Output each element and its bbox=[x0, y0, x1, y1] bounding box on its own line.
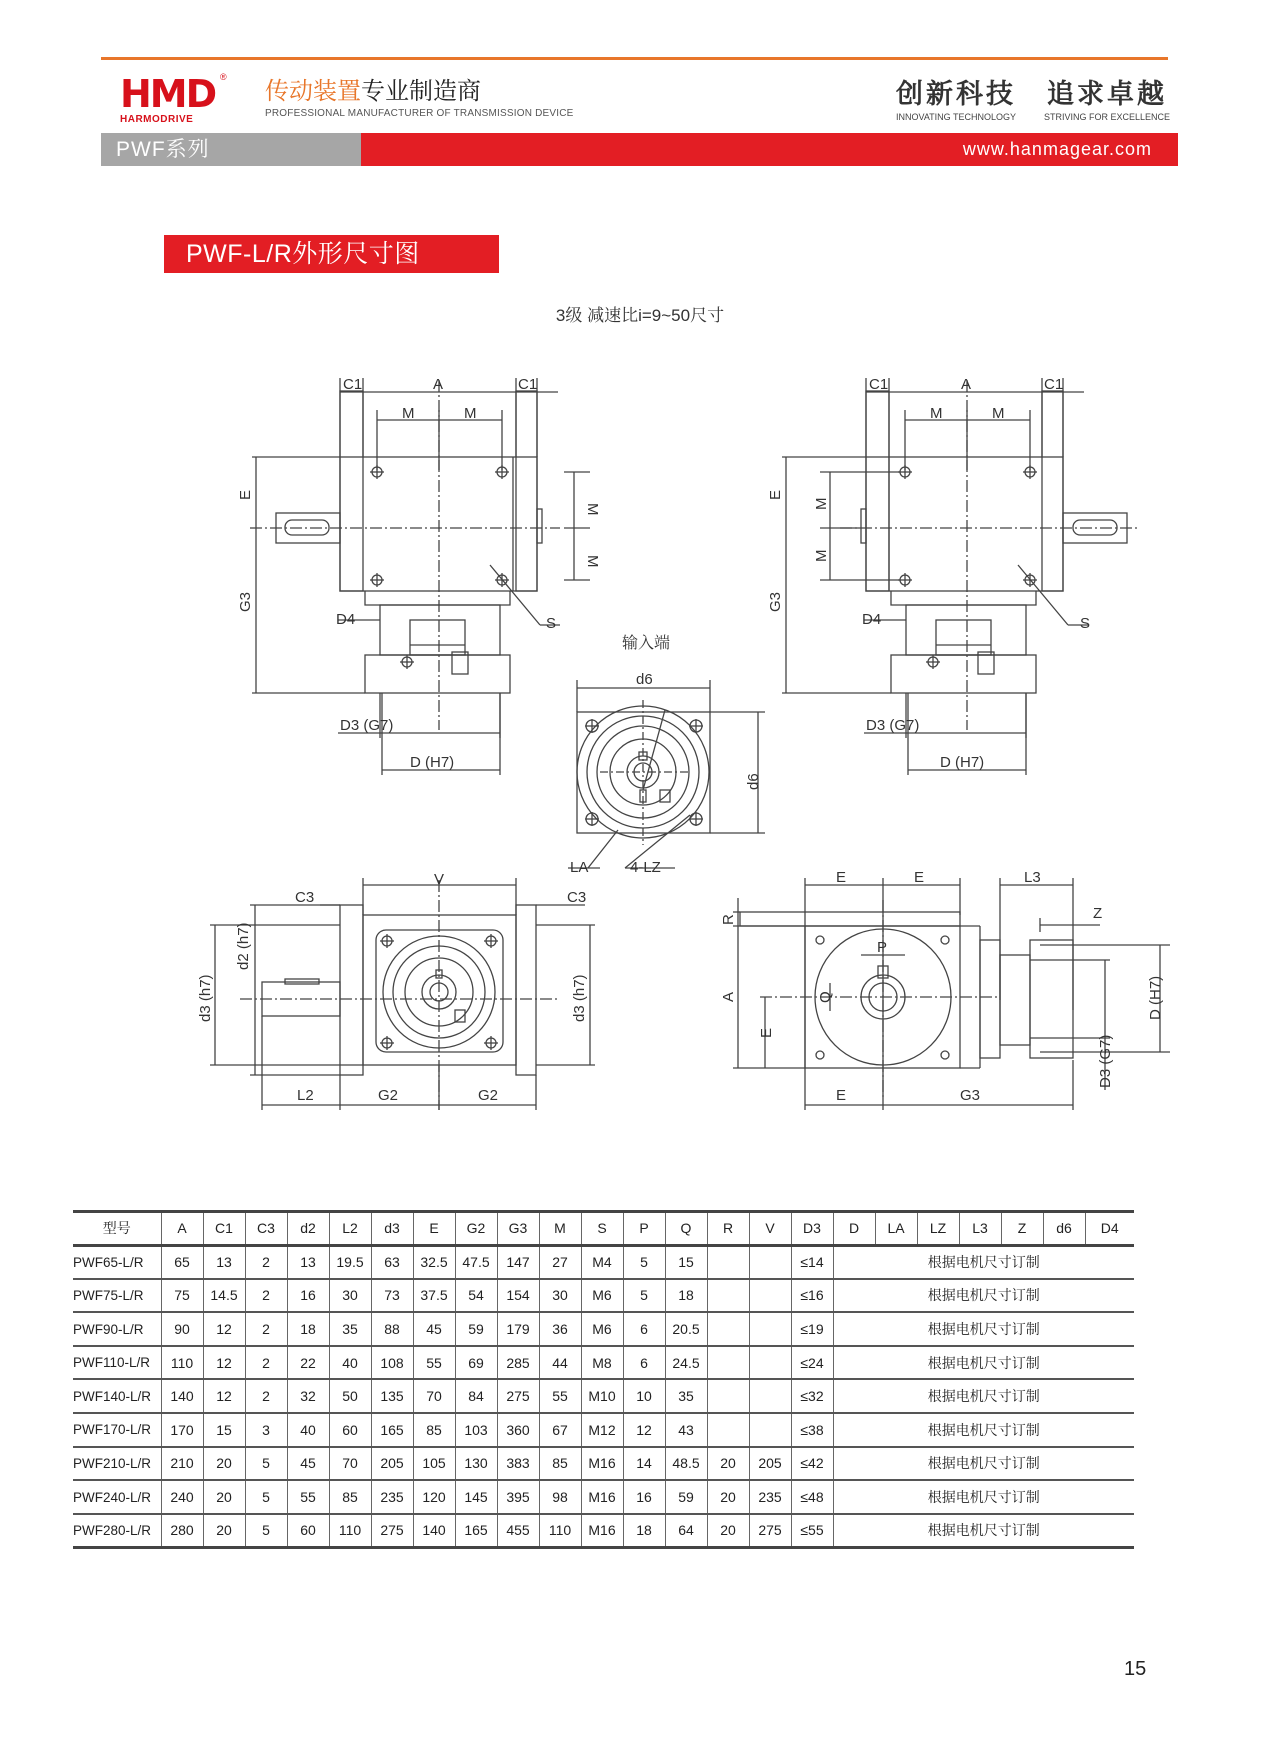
label-g3: G3 bbox=[767, 591, 784, 612]
front-view-right bbox=[782, 378, 1140, 775]
value-cell bbox=[749, 1379, 791, 1413]
website-link[interactable]: www.hanmagear.com bbox=[962, 139, 1152, 159]
value-cell: 35 bbox=[665, 1379, 707, 1413]
value-cell: M6 bbox=[581, 1312, 623, 1346]
col-header: D bbox=[833, 1212, 875, 1246]
value-cell: 85 bbox=[329, 1480, 371, 1514]
value-cell: 140 bbox=[413, 1514, 455, 1548]
value-cell: ≤55 bbox=[791, 1514, 833, 1548]
label-lz: 4-LZ bbox=[630, 859, 661, 876]
label-e: E bbox=[758, 1027, 775, 1038]
label-e: E bbox=[914, 869, 925, 886]
value-cell: 165 bbox=[455, 1514, 497, 1548]
value-cell: 70 bbox=[329, 1447, 371, 1481]
label-d-h7-vertical: D (H7) bbox=[1147, 975, 1164, 1020]
value-cell: M4 bbox=[581, 1245, 623, 1279]
value-cell: ≤19 bbox=[791, 1312, 833, 1346]
value-cell: 20.5 bbox=[665, 1312, 707, 1346]
value-cell: 85 bbox=[539, 1447, 581, 1481]
col-header: L2 bbox=[329, 1212, 371, 1246]
model-cell: PWF170-L/R bbox=[73, 1422, 152, 1438]
value-cell: 135 bbox=[371, 1379, 413, 1413]
value-cell bbox=[707, 1312, 749, 1346]
value-cell: ≤14 bbox=[791, 1245, 833, 1279]
label-d4: D4 bbox=[336, 611, 356, 628]
value-cell: 69 bbox=[455, 1346, 497, 1380]
col-header: d6 bbox=[1043, 1212, 1085, 1246]
value-cell: 65 bbox=[161, 1245, 203, 1279]
value-cell: 2 bbox=[245, 1379, 287, 1413]
label-g3: G3 bbox=[960, 1087, 981, 1104]
value-cell bbox=[707, 1379, 749, 1413]
slogan2-en: STRIVING FOR EXCELLENCE bbox=[1044, 112, 1171, 122]
col-header: LZ bbox=[917, 1212, 959, 1246]
custom-note-cell: 根据电机尺寸订制 bbox=[833, 1279, 1134, 1313]
label-d6: d6 bbox=[636, 671, 653, 688]
value-cell: 63 bbox=[371, 1245, 413, 1279]
value-cell: 110 bbox=[329, 1514, 371, 1548]
value-cell bbox=[749, 1279, 791, 1313]
value-cell: 35 bbox=[329, 1312, 371, 1346]
value-cell: 43 bbox=[665, 1413, 707, 1447]
value-cell: ≤24 bbox=[791, 1346, 833, 1380]
label-c3: C3 bbox=[295, 889, 315, 906]
input-end-view bbox=[568, 680, 765, 868]
model-cell: PWF240-L/R bbox=[73, 1489, 152, 1505]
value-cell: 2 bbox=[245, 1279, 287, 1313]
value-cell: 67 bbox=[539, 1413, 581, 1447]
value-cell bbox=[749, 1346, 791, 1380]
label-d3-g7: D3 (G7) bbox=[866, 717, 920, 734]
value-cell: M10 bbox=[581, 1379, 623, 1413]
value-cell: 24.5 bbox=[665, 1346, 707, 1380]
label-c1: C1 bbox=[518, 376, 538, 393]
value-cell: 47.5 bbox=[455, 1245, 497, 1279]
value-cell: 36 bbox=[539, 1312, 581, 1346]
value-cell bbox=[707, 1279, 749, 1313]
value-cell bbox=[707, 1346, 749, 1380]
label-d4: D4 bbox=[862, 611, 882, 628]
value-cell: 48.5 bbox=[665, 1447, 707, 1481]
label-s: S bbox=[546, 615, 557, 632]
value-cell: 13 bbox=[203, 1245, 245, 1279]
value-cell: 360 bbox=[497, 1413, 539, 1447]
table-row bbox=[73, 1346, 1134, 1380]
label-m: M bbox=[813, 497, 830, 510]
value-cell: 14 bbox=[623, 1447, 665, 1481]
value-cell: 12 bbox=[203, 1312, 245, 1346]
value-cell: 147 bbox=[497, 1245, 539, 1279]
value-cell: 170 bbox=[161, 1413, 203, 1447]
value-cell: 15 bbox=[665, 1245, 707, 1279]
label-a: A bbox=[433, 376, 444, 393]
value-cell: 179 bbox=[497, 1312, 539, 1346]
value-cell: 32.5 bbox=[413, 1245, 455, 1279]
col-header: C1 bbox=[203, 1212, 245, 1246]
logo-mark: HMD bbox=[120, 72, 216, 116]
value-cell: 145 bbox=[455, 1480, 497, 1514]
value-cell: 235 bbox=[749, 1480, 791, 1514]
col-header: P bbox=[623, 1212, 665, 1246]
label-a: A bbox=[720, 991, 737, 1002]
custom-note-cell: 根据电机尺寸订制 bbox=[833, 1447, 1134, 1481]
value-cell bbox=[707, 1245, 749, 1279]
value-cell: 27 bbox=[539, 1245, 581, 1279]
label-m: M bbox=[584, 503, 601, 516]
label-m: M bbox=[992, 405, 1005, 422]
label-g2: G2 bbox=[478, 1087, 499, 1104]
value-cell: ≤42 bbox=[791, 1447, 833, 1481]
top-view bbox=[210, 878, 595, 1110]
value-cell: 105 bbox=[413, 1447, 455, 1481]
table-row bbox=[73, 1413, 1134, 1447]
value-cell: 205 bbox=[371, 1447, 413, 1481]
label-z: Z bbox=[1093, 905, 1103, 922]
value-cell: 5 bbox=[623, 1245, 665, 1279]
label-input-end: 输入端 bbox=[622, 635, 671, 652]
value-cell: ≤16 bbox=[791, 1279, 833, 1313]
value-cell: 20 bbox=[707, 1480, 749, 1514]
model-cell: PWF140-L/R bbox=[73, 1388, 152, 1404]
model-cell: PWF110-L/R bbox=[73, 1355, 151, 1371]
value-cell: 285 bbox=[497, 1346, 539, 1380]
label-c1: C1 bbox=[1044, 376, 1064, 393]
value-cell: 10 bbox=[623, 1379, 665, 1413]
value-cell: 20 bbox=[203, 1447, 245, 1481]
value-cell: 15 bbox=[203, 1413, 245, 1447]
dimension-table bbox=[73, 1210, 1134, 1549]
label-d3-g7: D3 (G7) bbox=[340, 717, 394, 734]
value-cell: 103 bbox=[455, 1413, 497, 1447]
series-label: PWF系列 bbox=[116, 138, 210, 161]
label-q: Q bbox=[817, 991, 834, 1003]
table-row bbox=[73, 1379, 1134, 1413]
value-cell: 140 bbox=[161, 1379, 203, 1413]
label-c1: C1 bbox=[343, 376, 363, 393]
value-cell: 90 bbox=[161, 1312, 203, 1346]
value-cell bbox=[749, 1245, 791, 1279]
label-e: E bbox=[767, 489, 784, 500]
table-row bbox=[73, 1279, 1134, 1313]
value-cell: 54 bbox=[455, 1279, 497, 1313]
table-row bbox=[73, 1514, 1134, 1548]
label-m: M bbox=[813, 549, 830, 562]
tagline-cn: 专业制造商 bbox=[361, 78, 481, 105]
value-cell: 275 bbox=[749, 1514, 791, 1548]
value-cell: 60 bbox=[329, 1413, 371, 1447]
value-cell: 32 bbox=[287, 1379, 329, 1413]
slogan1-en: INNOVATING TECHNOLOGY bbox=[896, 112, 1017, 122]
label-e: E bbox=[836, 869, 847, 886]
label-e: E bbox=[237, 489, 254, 500]
value-cell: 12 bbox=[203, 1379, 245, 1413]
registered-mark: ® bbox=[220, 72, 227, 82]
slogan2-cn: 追求卓越 bbox=[1047, 79, 1168, 110]
custom-note-cell: 根据电机尺寸订制 bbox=[833, 1514, 1134, 1548]
label-e: E bbox=[836, 1087, 847, 1104]
value-cell: 108 bbox=[371, 1346, 413, 1380]
label-p: P bbox=[877, 939, 888, 956]
custom-note-cell: 根据电机尺寸订制 bbox=[833, 1480, 1134, 1514]
value-cell: 2 bbox=[245, 1346, 287, 1380]
value-cell: 45 bbox=[413, 1312, 455, 1346]
value-cell: 75 bbox=[161, 1279, 203, 1313]
col-header: E bbox=[413, 1212, 455, 1246]
value-cell: 59 bbox=[665, 1480, 707, 1514]
tagline-accent: 传动装置 bbox=[265, 78, 361, 105]
value-cell: 18 bbox=[623, 1514, 665, 1548]
custom-note-cell: 根据电机尺寸订制 bbox=[833, 1379, 1134, 1413]
col-header: d2 bbox=[287, 1212, 329, 1246]
value-cell: 12 bbox=[623, 1413, 665, 1447]
value-cell: 20 bbox=[203, 1514, 245, 1548]
col-header: R bbox=[707, 1212, 749, 1246]
value-cell: M12 bbox=[581, 1413, 623, 1447]
value-cell: 16 bbox=[287, 1279, 329, 1313]
custom-note-cell: 根据电机尺寸订制 bbox=[833, 1346, 1134, 1380]
value-cell: 22 bbox=[287, 1346, 329, 1380]
value-cell: 5 bbox=[245, 1514, 287, 1548]
value-cell: 2 bbox=[245, 1245, 287, 1279]
label-l2: L2 bbox=[297, 1087, 314, 1104]
value-cell: 55 bbox=[287, 1480, 329, 1514]
value-cell: 110 bbox=[539, 1514, 581, 1548]
value-cell: 16 bbox=[623, 1480, 665, 1514]
value-cell bbox=[707, 1413, 749, 1447]
custom-note-cell: 根据电机尺寸订制 bbox=[833, 1245, 1134, 1279]
value-cell: 60 bbox=[287, 1514, 329, 1548]
value-cell: 120 bbox=[413, 1480, 455, 1514]
col-header: S bbox=[581, 1212, 623, 1246]
value-cell: 395 bbox=[497, 1480, 539, 1514]
value-cell: M8 bbox=[581, 1346, 623, 1380]
value-cell: 19.5 bbox=[329, 1245, 371, 1279]
value-cell: 20 bbox=[203, 1480, 245, 1514]
value-cell: ≤48 bbox=[791, 1480, 833, 1514]
label-a: A bbox=[961, 376, 972, 393]
value-cell bbox=[749, 1312, 791, 1346]
value-cell: 50 bbox=[329, 1379, 371, 1413]
value-cell: 275 bbox=[371, 1514, 413, 1548]
label-m: M bbox=[464, 405, 477, 422]
value-cell: 154 bbox=[497, 1279, 539, 1313]
value-cell: 30 bbox=[329, 1279, 371, 1313]
value-cell: 30 bbox=[539, 1279, 581, 1313]
col-header: M bbox=[539, 1212, 581, 1246]
label-r: R bbox=[720, 914, 737, 925]
col-header: G3 bbox=[497, 1212, 539, 1246]
model-cell: PWF75-L/R bbox=[73, 1287, 144, 1303]
value-cell: 40 bbox=[329, 1346, 371, 1380]
front-view-left bbox=[250, 378, 590, 775]
page-number: 15 bbox=[1124, 1658, 1147, 1680]
table-body bbox=[73, 1245, 1134, 1547]
value-cell bbox=[749, 1413, 791, 1447]
label-d6: d6 bbox=[745, 773, 762, 790]
label-d3-h7: d3 (h7) bbox=[571, 974, 588, 1022]
value-cell: 205 bbox=[749, 1447, 791, 1481]
section-title: PWF-L/R外形尺寸图 bbox=[164, 235, 499, 273]
value-cell: M16 bbox=[581, 1514, 623, 1548]
value-cell: 2 bbox=[245, 1312, 287, 1346]
value-cell: 70 bbox=[413, 1379, 455, 1413]
tagline-en: PROFESSIONAL MANUFACTURER OF TRANSMISSION DEVICE bbox=[265, 108, 574, 119]
value-cell: 240 bbox=[161, 1480, 203, 1514]
value-cell: 6 bbox=[623, 1312, 665, 1346]
value-cell: 3 bbox=[245, 1413, 287, 1447]
value-cell: 130 bbox=[455, 1447, 497, 1481]
drawing-subtitle: 3级 减速比i=9~50尺寸 bbox=[555, 306, 725, 325]
label-m: M bbox=[930, 405, 943, 422]
col-header: V bbox=[749, 1212, 791, 1246]
value-cell: 20 bbox=[707, 1514, 749, 1548]
label-g2: G2 bbox=[378, 1087, 399, 1104]
col-header: d3 bbox=[371, 1212, 413, 1246]
col-header: LA bbox=[875, 1212, 917, 1246]
col-header: G2 bbox=[455, 1212, 497, 1246]
value-cell: 12 bbox=[203, 1346, 245, 1380]
model-cell: PWF90-L/R bbox=[73, 1321, 144, 1337]
label-d3-g7-vertical: D3 (G7) bbox=[1097, 1034, 1114, 1088]
value-cell: M6 bbox=[581, 1279, 623, 1313]
value-cell: 280 bbox=[161, 1514, 203, 1548]
value-cell: 98 bbox=[539, 1480, 581, 1514]
label-l3: L3 bbox=[1024, 869, 1041, 886]
col-header: A bbox=[161, 1212, 203, 1246]
custom-note-cell: 根据电机尺寸订制 bbox=[833, 1413, 1134, 1447]
table-row bbox=[73, 1447, 1134, 1481]
col-header: D4 bbox=[1085, 1212, 1134, 1246]
value-cell: 44 bbox=[539, 1346, 581, 1380]
label-la: LA bbox=[570, 859, 589, 876]
label-s: S bbox=[1080, 615, 1091, 632]
custom-note-cell: 根据电机尺寸订制 bbox=[833, 1312, 1134, 1346]
value-cell: 14.5 bbox=[203, 1279, 245, 1313]
value-cell: 55 bbox=[413, 1346, 455, 1380]
col-header: C3 bbox=[245, 1212, 287, 1246]
label-m: M bbox=[584, 555, 601, 568]
table-header-row bbox=[73, 1212, 1134, 1246]
value-cell: M16 bbox=[581, 1480, 623, 1514]
model-cell: PWF65-L/R bbox=[73, 1254, 144, 1270]
value-cell: ≤38 bbox=[791, 1413, 833, 1447]
table-row bbox=[73, 1245, 1134, 1279]
value-cell: 18 bbox=[665, 1279, 707, 1313]
value-cell: 13 bbox=[287, 1245, 329, 1279]
value-cell: 383 bbox=[497, 1447, 539, 1481]
value-cell: 210 bbox=[161, 1447, 203, 1481]
label-v: V bbox=[434, 871, 445, 888]
value-cell: 5 bbox=[245, 1447, 287, 1481]
value-cell: 59 bbox=[455, 1312, 497, 1346]
value-cell: 37.5 bbox=[413, 1279, 455, 1313]
col-header: Z bbox=[1001, 1212, 1043, 1246]
label-d2-h7: d2 (h7) bbox=[235, 922, 252, 970]
value-cell: 64 bbox=[665, 1514, 707, 1548]
col-header: D3 bbox=[791, 1212, 833, 1246]
value-cell: 55 bbox=[539, 1379, 581, 1413]
value-cell: ≤32 bbox=[791, 1379, 833, 1413]
model-cell: PWF280-L/R bbox=[73, 1522, 152, 1538]
label-d-h7: D (H7) bbox=[940, 754, 985, 771]
value-cell: 6 bbox=[623, 1346, 665, 1380]
value-cell: 84 bbox=[455, 1379, 497, 1413]
value-cell: 110 bbox=[161, 1346, 203, 1380]
value-cell: 73 bbox=[371, 1279, 413, 1313]
label-c3: C3 bbox=[567, 889, 587, 906]
value-cell: 40 bbox=[287, 1413, 329, 1447]
col-header: L3 bbox=[959, 1212, 1001, 1246]
value-cell: 88 bbox=[371, 1312, 413, 1346]
table-row bbox=[73, 1312, 1134, 1346]
label-m: M bbox=[402, 405, 415, 422]
value-cell: M16 bbox=[581, 1447, 623, 1481]
value-cell: 455 bbox=[497, 1514, 539, 1548]
value-cell: 20 bbox=[707, 1447, 749, 1481]
label-d-h7: D (H7) bbox=[410, 754, 455, 771]
value-cell: 235 bbox=[371, 1480, 413, 1514]
col-header: Q bbox=[665, 1212, 707, 1246]
value-cell: 5 bbox=[623, 1279, 665, 1313]
value-cell: 85 bbox=[413, 1413, 455, 1447]
table-row bbox=[73, 1480, 1134, 1514]
logo-subtext: HARMODRIVE bbox=[120, 114, 194, 125]
col-header: 型号 bbox=[102, 1220, 131, 1237]
value-cell: 165 bbox=[371, 1413, 413, 1447]
value-cell: 18 bbox=[287, 1312, 329, 1346]
value-cell: 45 bbox=[287, 1447, 329, 1481]
label-c1: C1 bbox=[869, 376, 889, 393]
label-d3-h7: d3 (h7) bbox=[197, 974, 214, 1022]
value-cell: 5 bbox=[245, 1480, 287, 1514]
model-cell: PWF210-L/R bbox=[73, 1455, 152, 1471]
value-cell: 275 bbox=[497, 1379, 539, 1413]
label-g3: G3 bbox=[237, 591, 254, 612]
slogan1-cn: 创新科技 bbox=[896, 79, 1016, 110]
